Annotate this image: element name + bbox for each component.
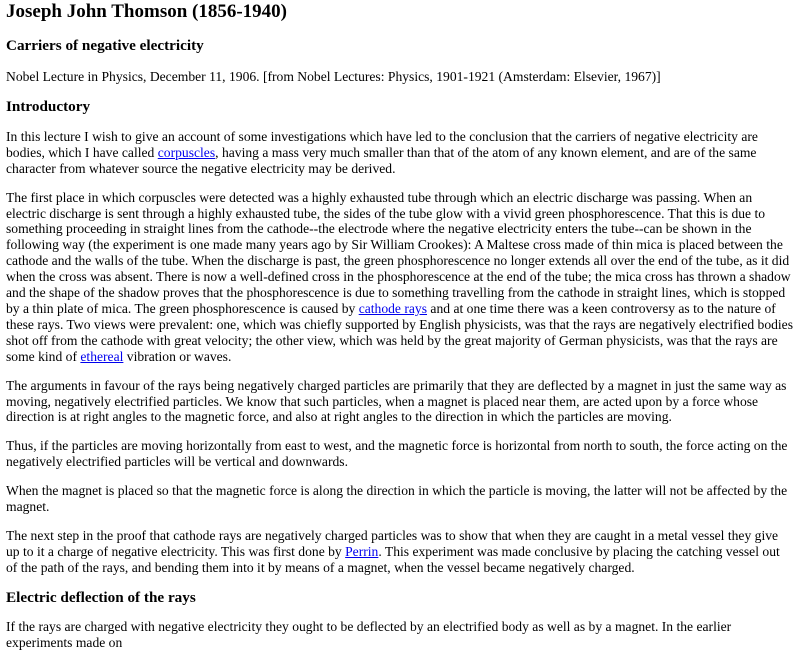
paragraph-6-text-a: The next step in the proof that cathode rays are negatively charged particles was to show that when they are caught in a metal vessel they give up to it a charge of negative electricity. This was first done by <box>6 527 779 559</box>
citation: Nobel Lecture in Physics, December 11, 1906. [from Nobel Lectures: Physics, 1901-1921 (Amsterdam: Elsevier, 1967)] <box>6 69 661 84</box>
page-title: Joseph John Thomson (1856-1940) <box>6 1 288 22</box>
paragraph-6-text-b: . This experiment was made conclusive by placing the catching vessel out of the path of the rays, and bending them into it by means of a magnet, when the vessel became negatively charged. <box>6 543 780 575</box>
paragraph-5: When the magnet is placed so that the magnetic force is along the direction in which the particle is moving, the latter will not be affected by the magnet. <box>6 483 788 515</box>
paragraph-3: The arguments in favour of the rays being negatively charged particles are primarily that they are deflected by a magnet in just the same way as moving, negatively electrified particles. We know that such particles, when a magnet is placed near them, are acted upon by a force whose direction is at right angles to the magnetic force, and also at right angles to the direction in which the particles are moving. <box>6 377 787 425</box>
link-corpuscles[interactable]: corpuscles <box>157 144 216 160</box>
paragraph-2-text-c: vibration or waves. <box>123 348 232 364</box>
link-perrin[interactable]: Perrin <box>345 543 379 559</box>
link-cathode-rays[interactable]: cathode rays <box>358 300 428 316</box>
section-heading-electric-deflection: Electric deflection of the rays <box>6 588 196 606</box>
paragraph-7: If the rays are charged with negative electricity they ought to be deflected by an electrified body as well as by a magnet. In the earlier experiments made on <box>6 618 732 650</box>
paragraph-1-text-b: , having a mass very much smaller than that of the atom of any known element, and are of the same character from whatever source the negative electricity may be derived. <box>6 144 757 176</box>
paragraph-2-text-a: The first place in which corpuscles were detected was a highly exhausted tube through which an electric discharge was passing. When an electric discharge is sent through a highly exhausted tube, the sides of the tube glow with a vivid green phosphorescence. That this is due to something proceeding in straight lines from the cathode--the electrode where the negative electricity enters the tube--can be shown in the following way (the experiment is one made many years ago by Sir William Crookes): A Maltese cross made of thin mica is placed between the cathode and the walls of the tube. When the discharge is past, the green phosphorescence no longer extends all over the end of the tube, as it did when the cross was absent. There is now a well-defined cross in the phosphorescence at the end of the tube; the mica cross has thrown a shadow and the shape of the shadow proves that the phosphorescence is due to something travelling from the cathode in straight lines, which is stopped by a thin plate of mica. The green phosphorescence is caused by <box>6 189 791 316</box>
paragraph-1 <box>6 129 794 177</box>
paragraph-2-text-b: and at one time there was a keen controversy as to the nature of these rays. Two views were prevalent: one, which was chiefly supported by English physicists, was that the rays are negatively electrified bodies shot off from the cathode with great velocity; the other view, which was held by the great majority of German physicists, was that the rays are some kind of <box>6 300 794 364</box>
paragraph-2 <box>6 190 794 365</box>
lecture-subtitle: Carriers of negative electricity <box>6 37 204 54</box>
link-ethereal[interactable]: ethereal <box>80 348 124 364</box>
paragraph-6 <box>6 528 794 576</box>
section-heading-introductory: Introductory <box>6 97 91 115</box>
paragraph-1-text-a: In this lecture I wish to give an account of some investigations which have led to the conclusion that the carriers of negative electricity are bodies, which I have called <box>6 128 758 160</box>
paragraph-4: Thus, if the particles are moving horizontally from east to west, and the magnetic force is horizontal from north to south, the force acting on the negatively electrified particles will be vertical and downwards. <box>6 438 788 470</box>
